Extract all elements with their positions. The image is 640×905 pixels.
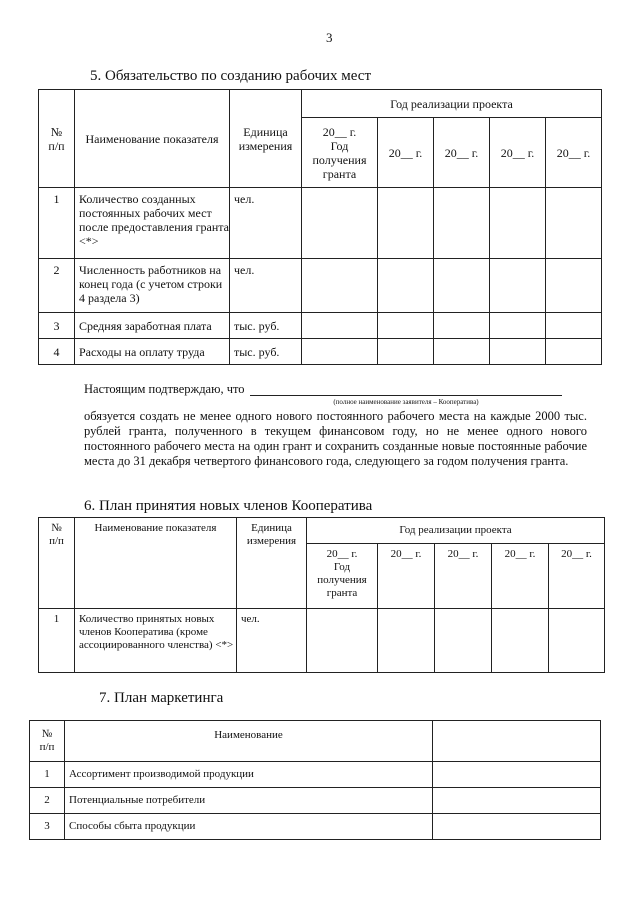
applicant-name-caption: (полное наименование заявителя – Кооператива): [333, 398, 479, 406]
col-unit-header: Единица измерения: [230, 90, 302, 188]
years-group-header: Год реализации проекта: [307, 518, 605, 544]
value-cell[interactable]: [434, 259, 490, 313]
value-cell[interactable]: [378, 313, 434, 339]
value-cell[interactable]: [546, 259, 602, 313]
value-cell[interactable]: [490, 313, 546, 339]
row-unit: чел.: [230, 188, 302, 259]
section-5-heading: 5. Обязательство по созданию рабочих мест: [90, 68, 372, 84]
col-name-header: Наименование: [65, 721, 433, 762]
value-cell[interactable]: [490, 259, 546, 313]
row-name: Расходы на оплату труда: [75, 339, 230, 365]
col-num-header: № п/п: [39, 90, 75, 188]
table-row: [39, 259, 602, 313]
year-header: 20__ г.: [378, 544, 435, 609]
page-number: 3: [326, 30, 333, 45]
value-cell[interactable]: [302, 259, 378, 313]
value-cell[interactable]: [378, 339, 434, 365]
table-row: [39, 188, 602, 259]
section-6-heading: 6. План принятия новых членов Кооператива: [84, 498, 373, 514]
row-num: 1: [30, 762, 65, 788]
value-cell[interactable]: [302, 339, 378, 365]
row-num: 4: [39, 339, 75, 365]
value-cell[interactable]: [302, 313, 378, 339]
year-header: 20__ г.: [435, 544, 492, 609]
year-header: 20__ г.: [490, 118, 546, 188]
value-cell[interactable]: [492, 609, 549, 673]
col-num-header: № п/п: [30, 721, 65, 762]
row-num: 2: [39, 259, 75, 313]
row-unit: тыс. руб.: [230, 339, 302, 365]
col-name-header: Наименование показателя: [75, 90, 230, 188]
value-cell[interactable]: [546, 339, 602, 365]
row-name: Средняя заработная плата: [75, 313, 230, 339]
value-cell[interactable]: [378, 188, 434, 259]
value-cell[interactable]: [546, 313, 602, 339]
year-header: 20__ г.: [549, 544, 605, 609]
value-cell[interactable]: [302, 188, 378, 259]
value-cell[interactable]: [433, 721, 601, 762]
year-header: 20__ г.: [378, 118, 434, 188]
row-name: Численность работников на конец года (с учетом строки 4 раздела 3): [75, 259, 230, 313]
table-row: [30, 788, 601, 814]
row-unit: тыс. руб.: [230, 313, 302, 339]
row-unit: чел.: [230, 259, 302, 313]
value-cell[interactable]: [434, 313, 490, 339]
year-header: 20__ г.: [492, 544, 549, 609]
row-num: 3: [39, 313, 75, 339]
table-row: [39, 609, 605, 673]
row-name: Количество принятых новых членов Кооператива (кроме ассоциированного членства) <*>: [75, 609, 237, 673]
row-num: 2: [30, 788, 65, 814]
table-row: [39, 339, 602, 365]
applicant-name-line[interactable]: [250, 395, 562, 396]
value-cell[interactable]: [433, 788, 601, 814]
row-name: Способы сбыта продукции: [65, 814, 433, 840]
year-header: 20__ г.: [546, 118, 602, 188]
row-num: 3: [30, 814, 65, 840]
value-cell[interactable]: [549, 609, 605, 673]
value-cell[interactable]: [378, 259, 434, 313]
row-num: 1: [39, 188, 75, 259]
value-cell[interactable]: [435, 609, 492, 673]
year-header-grant: 20__ г. Год получения гранта: [302, 118, 378, 188]
table-row: [30, 762, 601, 788]
commitment-text: обязуется создать не менее одного нового постоянного рабочего места на каждые 2000 тыс. рублей гранта, полученного в текущем финансовом году, но не менее одного нового постоянного рабочего места на один грант и сохранить созданные новые постоянные рабочие места до 31 декабря четвертого финансового года, следующего за годом получения гранта.: [84, 409, 587, 468]
value-cell[interactable]: [378, 609, 435, 673]
value-cell[interactable]: [490, 188, 546, 259]
value-cell[interactable]: [307, 609, 378, 673]
value-cell[interactable]: [433, 762, 601, 788]
value-cell[interactable]: [434, 339, 490, 365]
value-cell[interactable]: [434, 188, 490, 259]
year-header-grant: 20__ г. Год получения гранта: [307, 544, 378, 609]
marketing-table: [29, 720, 601, 840]
table-row: [39, 313, 602, 339]
row-name: Ассортимент производимой продукции: [65, 762, 433, 788]
value-cell[interactable]: [546, 188, 602, 259]
members-table: [38, 517, 605, 673]
row-name: Количество созданных постоянных рабочих мест после предоставления гранта <*>: [75, 188, 230, 259]
years-group-header: Год реализации проекта: [302, 90, 602, 118]
jobs-table: [38, 89, 602, 365]
row-num: 1: [39, 609, 75, 673]
section-7-heading: 7. План маркетинга: [99, 690, 224, 706]
table-row: [30, 814, 601, 840]
confirm-text: Настоящим подтверждаю, что: [84, 382, 245, 396]
col-name-header: Наименование показателя: [75, 518, 237, 609]
col-unit-header: Единица измерения: [237, 518, 307, 609]
value-cell[interactable]: [490, 339, 546, 365]
row-name: Потенциальные потребители: [65, 788, 433, 814]
row-unit: чел.: [237, 609, 307, 673]
year-header: 20__ г.: [434, 118, 490, 188]
value-cell[interactable]: [433, 814, 601, 840]
col-num-header: № п/п: [39, 518, 75, 609]
